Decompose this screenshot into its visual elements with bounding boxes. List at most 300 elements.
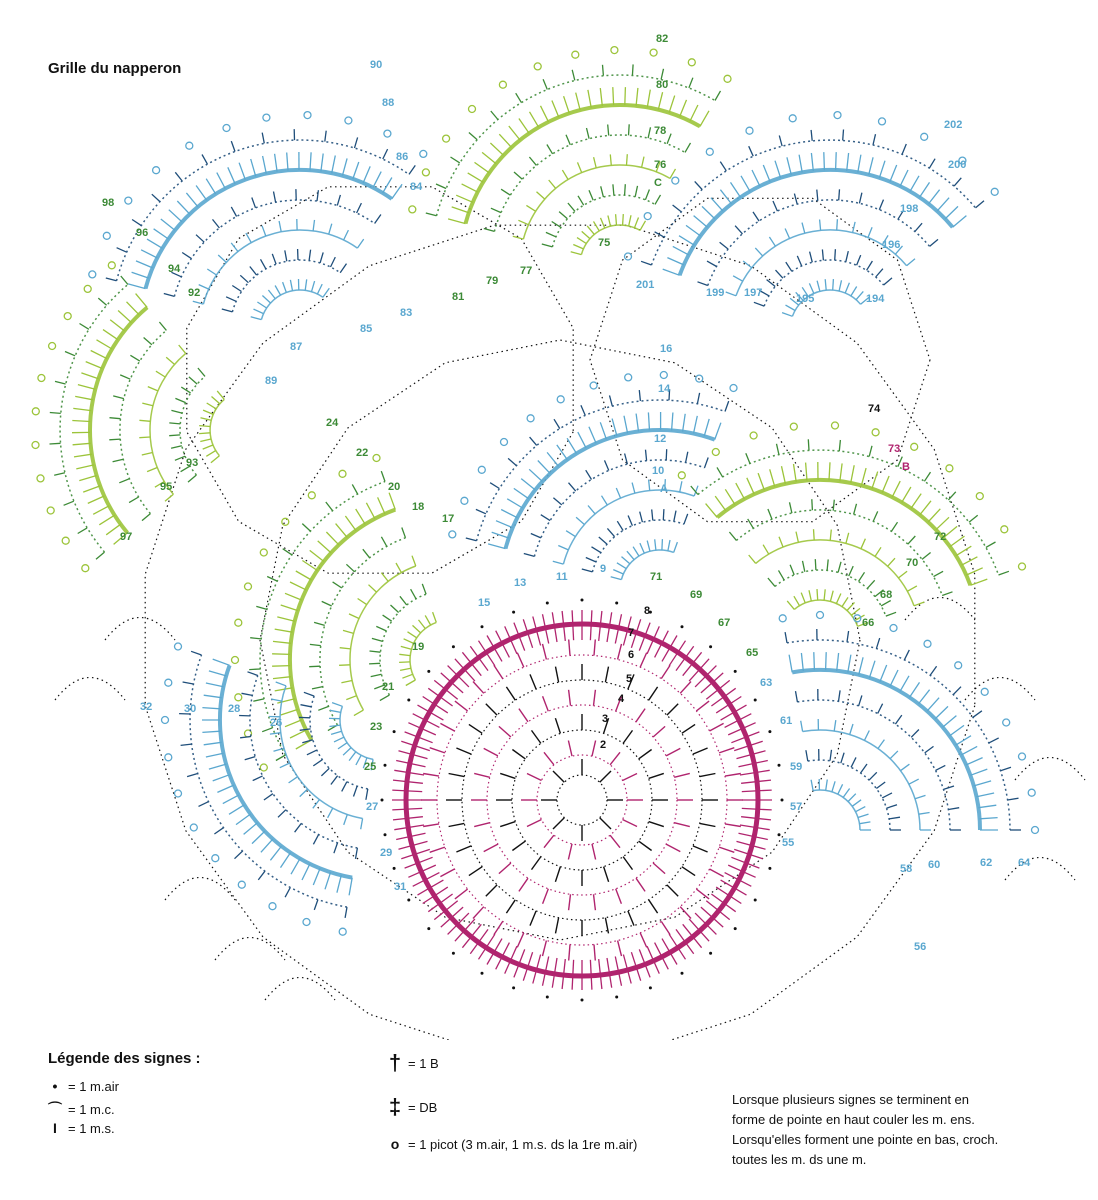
stitch-symbol <box>624 416 628 434</box>
chain-stitch-icon <box>393 867 396 870</box>
stitch-symbol <box>704 419 709 436</box>
stitch-symbol <box>794 596 800 606</box>
stitch-symbol <box>54 473 65 476</box>
stitch-symbol <box>209 764 226 769</box>
stitch-symbol <box>881 601 891 606</box>
stitch-symbol <box>275 629 293 632</box>
stitch-symbol <box>742 808 772 810</box>
stitch-symbol <box>769 237 775 246</box>
stitch-symbol <box>976 201 985 208</box>
round-number-label: 85 <box>360 323 373 335</box>
round-number-label: 88 <box>382 97 395 109</box>
stitch-symbol <box>283 549 292 555</box>
round-number-label: 73 <box>888 443 901 455</box>
picot-icon <box>62 537 69 544</box>
picot-icon <box>921 133 928 140</box>
stitch-symbol <box>164 294 175 297</box>
stitch-symbol <box>524 554 535 557</box>
stitch-symbol <box>361 819 363 830</box>
stitch-symbol <box>139 437 150 438</box>
stitch-symbol <box>556 918 559 934</box>
stitch-symbol <box>622 557 630 564</box>
stitch-symbol <box>966 758 982 765</box>
stitch-symbol <box>725 774 741 777</box>
picot-icon <box>38 375 45 382</box>
stitch-symbol <box>775 161 781 178</box>
stitch-symbol <box>240 275 248 282</box>
stitch-symbol <box>623 857 632 870</box>
stitch-symbol <box>250 267 257 276</box>
picot-icon <box>162 717 169 724</box>
stitch-symbol <box>568 844 572 860</box>
stitch-symbol <box>649 822 664 827</box>
stitch-symbol <box>604 867 609 882</box>
stitch-symbol <box>616 488 620 498</box>
stitch-symbol <box>907 586 917 591</box>
stitch-symbol <box>633 547 639 556</box>
stitch-symbol <box>88 496 104 503</box>
stitch-symbol <box>331 731 342 734</box>
stitch-symbol <box>749 146 754 156</box>
stitch-symbol <box>119 479 129 483</box>
stitch-symbol <box>519 878 528 891</box>
stitch-symbol <box>512 841 525 850</box>
stitch-symbol <box>159 322 166 330</box>
picot-icon <box>449 531 456 538</box>
stitch-symbol <box>313 835 318 845</box>
stitch-symbol <box>578 162 582 172</box>
stitch-symbol <box>748 519 754 529</box>
stitch-symbol <box>547 452 558 466</box>
stitch-symbol <box>986 542 996 547</box>
stitch-symbol <box>484 844 498 852</box>
stitch-symbol <box>623 214 624 225</box>
stitch-symbol <box>389 493 395 510</box>
stitch-symbol <box>785 229 790 239</box>
stitch-symbol <box>900 676 909 692</box>
stitch-symbol <box>861 468 866 485</box>
stitch-symbol <box>199 433 210 434</box>
picot-icon <box>308 492 315 499</box>
stitch-symbol <box>613 87 614 105</box>
stitch-symbol <box>640 543 644 553</box>
stitch-symbol <box>333 582 342 588</box>
stitch-symbol <box>547 145 553 154</box>
stitch-symbol <box>456 195 473 202</box>
stitch-symbol <box>667 134 671 144</box>
stitch-symbol <box>647 541 650 552</box>
stitch-symbol <box>915 795 926 798</box>
stitch-symbol <box>856 807 866 812</box>
picot-icon <box>789 115 796 122</box>
stitch-symbol <box>527 774 542 781</box>
stitch-symbol <box>310 152 311 170</box>
stitch-symbol <box>542 244 553 247</box>
stitch-symbol <box>787 157 791 175</box>
stitch-symbol <box>789 655 792 673</box>
round-number-label: A <box>660 483 668 495</box>
stitch-symbol <box>75 396 93 399</box>
stitch-symbol <box>106 278 117 281</box>
stitch-symbol <box>318 541 331 553</box>
stitch-symbol <box>814 529 815 540</box>
stitch-symbol <box>929 190 940 204</box>
stitch-symbol <box>553 771 564 782</box>
stitch-symbol <box>337 875 341 893</box>
stitch-symbol <box>1008 798 1019 800</box>
stitch-symbol <box>851 287 857 296</box>
stitch-symbol <box>948 492 955 500</box>
stitch-symbol <box>859 193 862 204</box>
stitch-symbol <box>76 465 94 469</box>
stitch-symbol <box>719 748 734 753</box>
stitch-symbol <box>198 368 205 376</box>
stitch-symbol <box>673 246 689 255</box>
stitch-symbol <box>662 539 663 550</box>
stitch-symbol <box>787 601 794 610</box>
stitch-symbol <box>753 212 759 221</box>
stitch-symbol <box>204 742 222 745</box>
stitch-symbol <box>136 294 148 308</box>
stitch-symbol <box>568 203 575 211</box>
stitch-symbol <box>490 143 503 155</box>
stitch-symbol <box>354 786 358 796</box>
stitch-symbol <box>440 869 454 877</box>
stitch-symbol <box>278 810 286 818</box>
stitch-symbol <box>695 181 702 189</box>
chain-stitch-icon <box>615 996 618 999</box>
stitch-symbol <box>564 96 570 113</box>
stitch-symbol <box>836 152 837 170</box>
stitch-symbol <box>554 419 560 428</box>
stitch-symbol <box>649 900 658 913</box>
stitch-symbol <box>814 652 815 670</box>
stitch-symbol <box>661 665 670 678</box>
stitch-symbol <box>309 666 320 667</box>
stitch-symbol <box>317 284 322 294</box>
stitch-symbol <box>860 822 871 824</box>
picot-icon <box>644 213 651 220</box>
picot-icon <box>282 518 289 525</box>
stitch-round-arc <box>736 230 907 296</box>
round-number-label: 26 <box>270 717 283 729</box>
stitch-symbol <box>851 608 860 615</box>
stitch-symbol <box>812 499 813 510</box>
stitch-symbol <box>357 239 363 248</box>
stitch-symbol <box>907 259 915 266</box>
picot-icon <box>1001 526 1008 533</box>
stitch-symbol <box>710 869 724 877</box>
stitch-symbol <box>345 907 347 918</box>
stitch-symbol <box>861 764 867 773</box>
stitch-symbol <box>640 512 643 523</box>
stitch-symbol <box>280 763 290 768</box>
stitch-symbol <box>848 794 856 802</box>
stitch-symbol <box>779 537 783 547</box>
stitch-symbol <box>576 517 584 524</box>
stitch-symbol <box>402 674 412 678</box>
stitch-symbol <box>352 484 357 494</box>
stitch-symbol <box>830 591 833 602</box>
round-number-label: 57 <box>790 801 803 813</box>
chain-stitch-icon <box>427 670 430 673</box>
stitch-symbol <box>452 207 469 213</box>
picot-icon <box>32 442 39 449</box>
stitch-symbol <box>199 802 209 807</box>
picot-icon <box>478 466 485 473</box>
stitch-symbol <box>838 784 843 794</box>
stitch-symbol <box>50 413 61 414</box>
stitch-symbol <box>610 154 611 165</box>
stitch-symbol <box>329 224 332 235</box>
stitch-symbol <box>729 532 736 540</box>
stitch-symbol <box>919 813 930 815</box>
stitch-symbol <box>514 488 529 498</box>
stitch-symbol <box>786 305 796 310</box>
round-number-label: 194 <box>866 293 885 305</box>
stitch-symbol <box>826 780 828 791</box>
stitch-symbol <box>543 644 547 660</box>
legend-title: Légende des signes : <box>48 1050 201 1067</box>
picot-icon <box>678 472 685 479</box>
picot-icon <box>260 764 267 771</box>
legend-item-single-crochet <box>48 1120 115 1136</box>
stitch-symbol <box>110 418 121 419</box>
stitch-symbol <box>422 584 426 594</box>
stitch-symbol <box>65 352 75 356</box>
chain-stitch-icon <box>754 699 757 702</box>
stitch-symbol <box>577 238 586 244</box>
stitch-symbol <box>869 446 872 457</box>
round-number-label: 71 <box>650 571 663 583</box>
stitch-symbol <box>895 715 901 724</box>
stitch-symbol <box>74 454 92 457</box>
stitch-symbol <box>258 871 265 880</box>
round-number-label: 195 <box>796 293 815 305</box>
stitch-symbol <box>576 93 580 110</box>
stitch-symbol <box>321 768 329 776</box>
stitch-symbol <box>213 219 220 228</box>
stitch-symbol <box>625 87 626 105</box>
picot-icon <box>263 114 270 121</box>
chain-stitch-icon <box>768 867 771 870</box>
stitch-symbol <box>202 708 220 709</box>
rosette-round <box>557 775 607 825</box>
stitch-symbol <box>329 725 340 726</box>
stitch-symbol <box>552 101 559 118</box>
note-line: toutes les m. ds une m. <box>732 1152 867 1167</box>
stitch-symbol <box>476 509 486 513</box>
stitch-symbol <box>590 610 592 640</box>
stitch-symbol <box>357 203 362 213</box>
round-number-label: 196 <box>882 239 901 251</box>
chain-loop-ring <box>145 225 975 1040</box>
picot-icon <box>384 130 391 137</box>
picot-icon <box>82 565 89 572</box>
stitch-round-arc <box>146 170 392 289</box>
stitch-symbol <box>849 566 854 576</box>
stitch-symbol <box>175 456 185 460</box>
stitch-symbol <box>254 309 264 314</box>
round-number-label: 2 <box>600 739 607 751</box>
stitch-symbol <box>674 542 678 552</box>
stitch-symbol <box>817 589 818 600</box>
stitch-symbol <box>353 162 359 179</box>
round-number-label: 30 <box>184 703 197 715</box>
stitch-symbol <box>652 509 653 520</box>
picot-icon <box>186 142 193 149</box>
stitch-symbol <box>911 494 921 509</box>
stitch-symbol <box>852 800 861 807</box>
chain-stitch-icon <box>768 730 771 733</box>
round-number-label: 82 <box>656 33 669 45</box>
fan-motif <box>32 262 224 572</box>
stitch-symbol <box>618 644 622 660</box>
stitch-symbol <box>568 741 572 757</box>
picot-icon <box>345 117 352 124</box>
fan-motifs <box>32 47 1039 936</box>
stitch-symbol <box>876 269 883 277</box>
fan-motif <box>449 372 737 580</box>
stitch-symbol <box>685 143 691 153</box>
stitch-symbol <box>331 257 336 267</box>
stitch-symbol <box>207 403 216 409</box>
stitch-symbol <box>514 172 522 179</box>
picot-icon <box>461 497 468 504</box>
picot-icon <box>153 167 160 174</box>
round-number-label: 75 <box>598 237 611 249</box>
stitch-symbol <box>569 483 576 491</box>
stitch-symbol <box>183 682 194 684</box>
stitch-symbol <box>181 387 190 393</box>
stitch-round-arc <box>523 165 670 239</box>
round-number-label: 92 <box>188 287 201 299</box>
round-number-label: 60 <box>928 859 941 871</box>
picot-icon <box>724 75 731 82</box>
stitch-symbol <box>312 687 323 689</box>
stitch-symbol <box>291 859 300 875</box>
chain-stitch-icon <box>481 625 484 628</box>
stitch-symbol <box>252 198 256 208</box>
stitch-symbol <box>567 438 576 453</box>
stitch-symbol <box>674 773 690 777</box>
stitch-symbol <box>469 133 477 140</box>
stitch-symbol <box>349 614 359 619</box>
stitch-symbol <box>613 570 623 574</box>
stitch-symbol <box>864 731 869 741</box>
stitch-symbol <box>345 516 356 531</box>
stitch-symbol <box>154 229 169 239</box>
stitch-symbol <box>898 571 907 578</box>
stitch-symbol <box>285 720 302 727</box>
picot-icon <box>422 169 429 176</box>
stitch-symbol <box>673 205 682 212</box>
round-number-label: 79 <box>486 275 499 287</box>
stitch-symbol <box>526 205 535 211</box>
stitch-symbol <box>710 723 724 731</box>
stitch-symbol <box>491 111 498 120</box>
chain-stitch-icon <box>393 730 396 733</box>
round-number-label: 25 <box>364 761 377 773</box>
stitch-symbol <box>854 504 857 515</box>
stitch-symbol <box>325 131 326 142</box>
round-number-label: 27 <box>366 801 379 813</box>
stitch-symbol <box>349 752 356 761</box>
round-number-label: 95 <box>160 481 173 493</box>
stitch-symbol <box>78 385 95 390</box>
stitch-symbol <box>999 571 1009 575</box>
stitch-symbol <box>366 789 368 800</box>
stitch-symbol <box>833 279 834 290</box>
stitch-symbol <box>904 650 909 660</box>
stitch-symbol <box>830 750 832 761</box>
stitch-symbol <box>204 695 222 698</box>
stitch-symbol <box>81 373 98 379</box>
stitch-symbol <box>272 654 290 655</box>
round-number-label: 16 <box>660 343 673 355</box>
stitch-symbol <box>281 709 298 715</box>
round-number-label: 56 <box>914 941 927 953</box>
stitch-symbol <box>625 184 626 195</box>
stitch-symbol <box>239 163 245 180</box>
stitch-symbol <box>217 785 233 792</box>
stitch-symbol <box>717 467 723 477</box>
stitch-symbol <box>313 868 320 885</box>
stitch-symbol <box>569 690 571 706</box>
stitch-symbol <box>529 469 542 481</box>
stitch-symbol <box>399 654 410 655</box>
stitch-symbol <box>300 789 308 797</box>
round-number-label: 67 <box>718 617 731 629</box>
stitch-symbol <box>363 166 370 183</box>
round-number-label: 86 <box>396 151 409 163</box>
stitch-symbol <box>251 317 262 320</box>
stitch-symbol <box>603 65 604 76</box>
stitch-symbol <box>837 653 839 671</box>
stitch-symbol <box>530 911 536 926</box>
stitch-symbol <box>555 718 560 733</box>
note-line: Lorsque plusieurs signes se terminent en <box>732 1092 970 1107</box>
stitch-symbol <box>674 823 690 827</box>
stitch-symbol <box>590 960 592 990</box>
stitch-symbol <box>927 698 939 711</box>
stitch-symbol <box>436 184 446 189</box>
chain-stitch-icon <box>709 645 712 648</box>
stitch-symbol <box>635 186 637 197</box>
stitch-symbol <box>911 730 919 738</box>
stitch-symbol <box>902 487 911 502</box>
picot-icon <box>1019 753 1026 760</box>
stitch-symbol <box>636 709 645 722</box>
stitch-symbol <box>103 330 118 340</box>
stitch-symbol <box>541 106 549 122</box>
stitch-symbol <box>207 269 216 275</box>
stitch-symbol <box>171 446 182 449</box>
stitch-symbol <box>711 198 723 211</box>
stitch-symbol <box>268 290 275 299</box>
stitch-symbol <box>924 472 930 481</box>
round-number-label: 98 <box>102 197 115 209</box>
picot-icon <box>64 313 71 320</box>
stitch-symbol <box>829 462 830 480</box>
stitch-symbol <box>954 178 961 186</box>
stitch-symbol <box>488 544 505 549</box>
stitch-symbol <box>682 867 695 876</box>
stitch-symbol <box>910 176 919 192</box>
stitch-symbol <box>375 215 381 224</box>
stitch-symbol <box>152 194 160 201</box>
stitch-symbol <box>920 501 931 515</box>
